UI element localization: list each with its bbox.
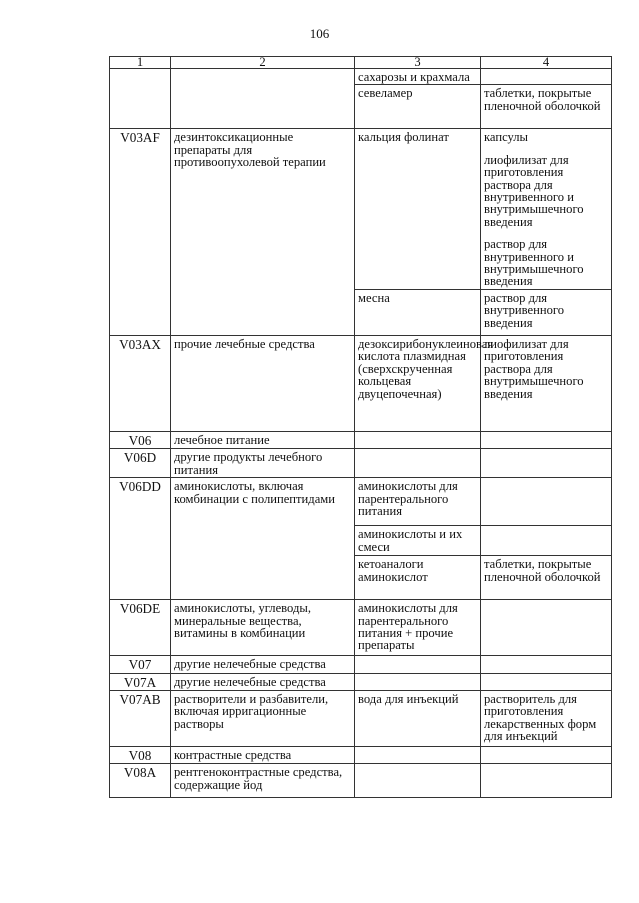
atc-code-cell: V08A xyxy=(110,764,171,798)
group-cell: рентгеноконтрастные средства, содержащие йод xyxy=(171,764,355,798)
substance-cell xyxy=(355,656,481,673)
table-row xyxy=(110,478,612,526)
dosage-form: раствор для внутривенного и внутримышечного введения xyxy=(484,237,584,289)
table-row xyxy=(110,335,612,431)
forms-cell xyxy=(481,656,612,673)
substance-cell: сахарозы и крахмала xyxy=(355,69,481,85)
table-row xyxy=(110,746,612,763)
table-row xyxy=(110,656,612,673)
forms-cell xyxy=(481,431,612,448)
atc-code-cell xyxy=(110,69,171,129)
atc-code-cell: V03AF xyxy=(110,129,171,335)
table-row xyxy=(110,600,612,656)
group-cell: контрастные средства xyxy=(171,746,355,763)
substance-cell: месна xyxy=(355,289,481,335)
group-cell: аминокислоты, включая комбинации с полипептидами xyxy=(171,478,355,600)
group-cell: другие продукты лечебного питания xyxy=(171,449,355,478)
group-cell: другие нелечебные средства xyxy=(171,656,355,673)
forms-cell xyxy=(481,129,612,289)
table-row xyxy=(110,129,612,289)
table-row xyxy=(110,431,612,448)
forms-cell: растворитель для приготовления лекарственных форм для инъекций xyxy=(481,690,612,746)
group-cell xyxy=(171,69,355,129)
column-header: 1 xyxy=(110,57,171,69)
substance-cell xyxy=(355,431,481,448)
page-number: 106 xyxy=(309,26,330,41)
column-header: 3 xyxy=(355,57,481,69)
table-row xyxy=(110,764,612,798)
substance-cell xyxy=(355,764,481,798)
table-row xyxy=(110,69,612,85)
substance-cell: кальция фолинат xyxy=(355,129,481,289)
dosage-form: капсулы xyxy=(484,130,529,145)
forms-cell xyxy=(481,449,612,478)
table-row xyxy=(110,690,612,746)
substance-cell: дезоксирибонуклеиновая кислота плазмидная (сверхскрученная кольцевая двуцепочечная) xyxy=(355,335,481,431)
substance-cell xyxy=(355,746,481,763)
substance-cell: аминокислоты для парентерального питания + прочие препараты xyxy=(355,600,481,656)
group-cell: лечебное питание xyxy=(171,431,355,448)
forms-cell: таблетки, покрытые пленочной оболочкой xyxy=(481,556,612,600)
table-row xyxy=(110,449,612,478)
table-row xyxy=(110,673,612,690)
group-cell: аминокислоты, углеводы, минеральные вещества, витамины в комбинации xyxy=(171,600,355,656)
substance-cell: вода для инъекций xyxy=(355,690,481,746)
forms-cell xyxy=(481,764,612,798)
forms-cell xyxy=(481,673,612,690)
group-cell: другие нелечебные средства xyxy=(171,673,355,690)
dosage-form: лиофилизат для приготовления раствора для внутривенного и внутримышечного введения xyxy=(484,152,584,229)
column-header: 2 xyxy=(171,57,355,69)
atc-code-cell: V06D xyxy=(110,449,171,478)
atc-code-cell: V06 xyxy=(110,431,171,448)
atc-code-cell: V03AX xyxy=(110,335,171,431)
atc-code-cell: V07 xyxy=(110,656,171,673)
group-cell: растворители и разбавители, включая ирригационные растворы xyxy=(171,690,355,746)
atc-code-cell: V06DD xyxy=(110,478,171,600)
column-header: 4 xyxy=(481,57,612,69)
group-cell: дезинтоксикационные препараты для противоопухолевой терапии xyxy=(171,129,355,335)
substance-cell xyxy=(355,673,481,690)
forms-cell xyxy=(481,600,612,656)
header-row xyxy=(110,57,612,69)
atc-code-cell: V08 xyxy=(110,746,171,763)
forms-cell xyxy=(481,746,612,763)
group-cell: прочие лечебные средства xyxy=(171,335,355,431)
substance-cell xyxy=(355,449,481,478)
forms-cell: лиофилизат для приготовления раствора для внутримышечного введения xyxy=(481,335,612,431)
atc-code-cell: V06DE xyxy=(110,600,171,656)
substance-cell: кетоаналоги аминокислот xyxy=(355,556,481,600)
substance-cell: севеламер xyxy=(355,85,481,129)
forms-cell: раствор для внутривенного введения xyxy=(481,289,612,335)
atc-code-cell: V07AB xyxy=(110,690,171,746)
drug-table xyxy=(109,56,612,798)
forms-cell xyxy=(481,478,612,526)
substance-cell: аминокислоты и их смеси xyxy=(355,526,481,556)
atc-code-cell: V07A xyxy=(110,673,171,690)
forms-cell xyxy=(481,69,612,85)
forms-cell: таблетки, покрытые пленочной оболочкой xyxy=(481,85,612,129)
forms-cell xyxy=(481,526,612,556)
substance-cell: аминокислоты для парентерального питания xyxy=(355,478,481,526)
